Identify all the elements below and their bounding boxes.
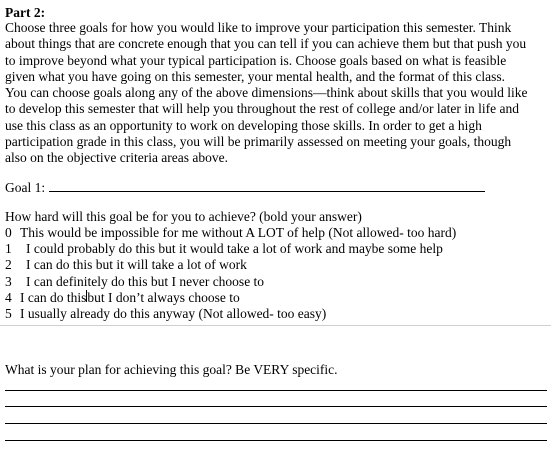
option-number: 5 [5, 306, 12, 322]
option-text: I can definitely do this but I never choose to [26, 273, 265, 289]
answer-line[interactable] [5, 440, 547, 441]
option-text: I usually already do this anyway (Not allowed- too easy) [20, 306, 327, 322]
option-text: I can do this but it will take a lot of work [26, 257, 247, 273]
difficulty-option-0[interactable] [5, 225, 547, 241]
goal-1-row [5, 178, 485, 196]
instructions-paragraph: Choose three goals for how you would like to improve your participation this semester. Think about things that are concrete enough that you can tell if you can achieve them but that push you to improve beyond what your typical participation is. Choose goals based on what is feasible given what you have going on this semester, your mental health, and the format of this class. You can choose goals along any of the above dimensions—think about skills that you would like to develop this semester that will help you throughout the rest of college and/or later in life and use this class as an opportunity to work on developing those skills. In order to get a high participation grade in this class, you will be primarily assessed on meeting your goals, though also on the objective criteria areas above. [5, 20, 528, 166]
option-text-after-cursor: but I don’t always choose to [87, 289, 240, 305]
option-number: 2 [5, 257, 12, 273]
goal-1-blank[interactable] [49, 178, 485, 192]
option-text: This would be impossible for me without A LOT of help (Not allowed- too hard) [20, 225, 457, 240]
answer-line[interactable] [5, 406, 547, 407]
option-text-before-cursor: I can do this [20, 289, 87, 305]
section-heading: Part 2: [5, 5, 46, 20]
option-number: 4 [5, 289, 12, 305]
option-text: I could probably do this but it would take a lot of work and maybe some help [26, 241, 443, 257]
plan-question: What is your plan for achieving this goal? Be VERY specific. [5, 362, 338, 377]
difficulty-option-4[interactable] [5, 290, 547, 306]
difficulty-option-2[interactable] [5, 257, 547, 273]
answer-line[interactable] [5, 423, 547, 424]
document-page [5, 0, 549, 452]
difficulty-option-3[interactable] [5, 274, 547, 290]
option-number: 1 [5, 241, 12, 257]
answer-line[interactable] [5, 390, 547, 391]
difficulty-option-5[interactable] [5, 306, 547, 322]
goal-1-label: Goal 1: [5, 180, 46, 195]
option-number: 0 [5, 225, 12, 240]
difficulty-question: How hard will this goal be for you to achieve? (bold your answer) [5, 209, 362, 224]
page-divider [0, 325, 551, 326]
difficulty-option-1[interactable] [5, 241, 547, 257]
difficulty-options [5, 225, 547, 322]
option-number: 3 [5, 273, 12, 289]
